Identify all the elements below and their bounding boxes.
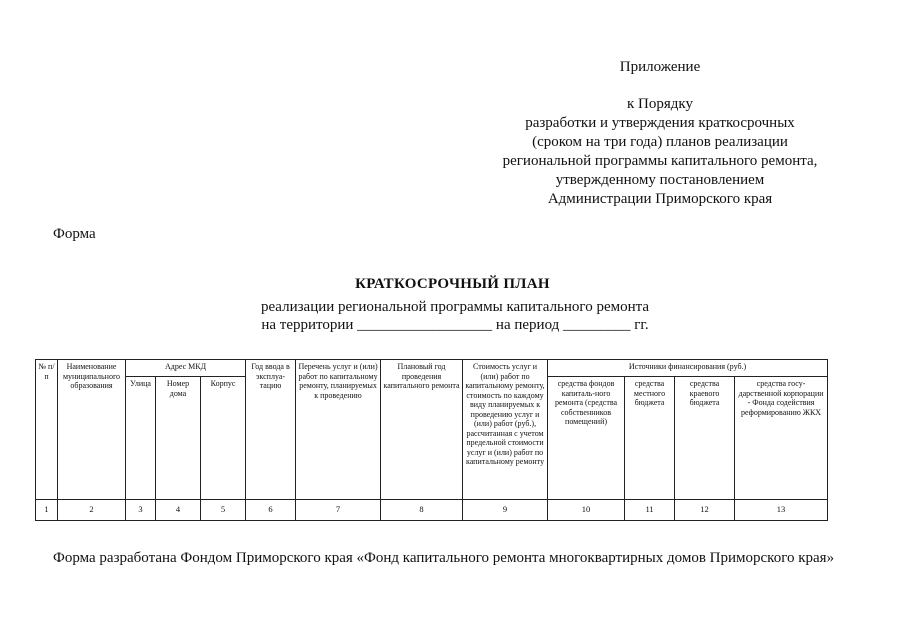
plan-subtitle-line: на территории __________________ на период _________ гг. [261,317,649,333]
appendix-line: Администрации Приморского края [547,191,773,207]
appendix-title: Приложение [619,59,701,75]
appendix-line: региональной программы капитального ремонта, [502,153,818,169]
column-number: 3 [126,500,156,521]
table-number-row [36,500,828,521]
column-number: 9 [463,500,548,521]
header-local-budget: средства местного бюджета [625,377,675,500]
header-fund-owners: средства фондов капиталь-ного ремонта (средства собственников помещений) [548,377,625,500]
plan-title: КРАТКОСРОЧНЫЙ ПЛАН [355,276,550,292]
column-number: 7 [296,500,381,521]
plan-table [35,359,828,521]
form-label: Форма [53,226,96,242]
header-municipality: Наименование муниципального образования [58,360,126,500]
appendix-line: утвержденному постановлением [555,172,765,188]
plan-subtitle-line: реализации региональной программы капитального ремонта [260,299,650,315]
header-commission-year: Год ввода в эксплуа-тацию [246,360,296,500]
appendix-line: разработки и утверждения краткосрочных [525,115,795,131]
header-regional-budget: средства краевого бюджета [675,377,735,500]
appendix-line: (сроком на три года) планов реализации [532,134,788,150]
column-number: 2 [58,500,126,521]
table-header-row [36,360,828,377]
column-number: 12 [675,500,735,521]
header-street: Улица [126,377,156,500]
header-num: № п/п [36,360,58,500]
appendix-line: к Порядку [627,96,693,112]
header-address-group: Адрес МКД [126,360,246,377]
column-number: 10 [548,500,625,521]
column-number: 6 [246,500,296,521]
plan-subtitle [245,298,665,334]
header-planned-year: Плановый год проведения капитального ремонта [381,360,463,500]
column-number: 8 [381,500,463,521]
header-state-corp: средства госу-дарственной корпорации - Фонда содействия реформированию ЖКХ [735,377,828,500]
footer-note: Форма разработана Фондом Приморского края «Фонд капитального ремонта многоквартирных домов Приморского края» [53,550,835,566]
header-cost: Стоимость услуг и (или) работ по капитальному ремонту, стоимость по каждому виду планируемых к проведению услуг и (или) работ (руб.), рассчитанная с учетом предельной стоимости услуг и (или) работ по капитальному ремонту [463,360,548,500]
header-building: Корпус [201,377,246,500]
column-number: 1 [36,500,58,521]
column-number: 5 [201,500,246,521]
column-number: 4 [156,500,201,521]
header-house-number: Номер дома [156,377,201,500]
column-number: 13 [735,500,828,521]
column-number: 11 [625,500,675,521]
header-funding-group: Источники финансирования (руб.) [548,360,828,377]
appendix-block [470,58,850,209]
header-services-list: Перечень услуг и (или) работ по капитальному ремонту, планируемых к проведению [296,360,381,500]
